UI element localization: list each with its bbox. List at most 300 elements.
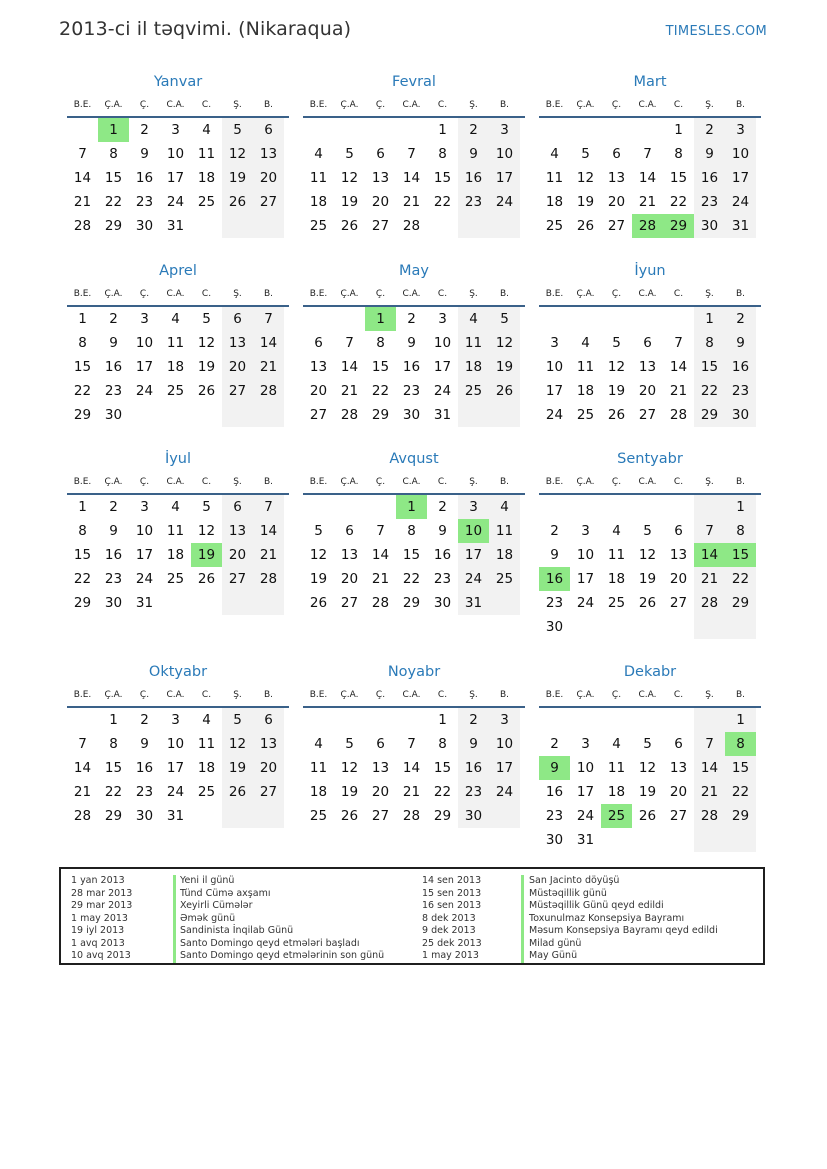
weekday-label: Ş. — [233, 100, 242, 110]
weekday-label: B.E. — [309, 477, 328, 487]
day-cell: 29 — [694, 403, 725, 427]
empty-day-cell — [601, 118, 632, 142]
day-cell: 7 — [345, 335, 354, 351]
weekday-label: C.A. — [166, 690, 185, 700]
weekday-header — [539, 684, 761, 708]
weekday-label: Ç. — [139, 100, 150, 110]
day-cell: 9 — [550, 547, 559, 563]
day-cell: 5 — [345, 736, 354, 752]
day-cell: 4 — [202, 712, 211, 728]
legend-date: 8 dek 2013 — [422, 912, 476, 924]
weekday-label: Ç.A. — [104, 690, 123, 700]
day-cell: 16 — [458, 756, 489, 780]
day-cell: 18 — [309, 194, 328, 210]
day-cell: 21 — [340, 383, 359, 399]
legend-holiday-name: San Jacinto döyüşü — [529, 875, 620, 886]
day-cell: 15 — [725, 756, 756, 780]
empty-day-cell — [632, 828, 663, 852]
day-cell: 16 — [725, 355, 756, 379]
legend-right-names — [529, 875, 718, 963]
day-cell: 17 — [725, 166, 756, 190]
day-cell: 25 — [489, 567, 520, 591]
month-block — [539, 660, 761, 852]
day-cell: 12 — [309, 547, 328, 563]
brand-logo[interactable]: TIMESLES.COM — [665, 24, 767, 39]
empty-day-cell — [222, 591, 253, 615]
day-cell: 5 — [314, 523, 323, 539]
empty-day-cell — [632, 118, 663, 142]
day-cell: 17 — [166, 170, 185, 186]
day-cell: 6 — [314, 335, 323, 351]
day-cell: 8 — [109, 146, 118, 162]
weekday-label: B.E. — [545, 477, 564, 487]
day-cell: 10 — [489, 732, 520, 756]
day-cell: 6 — [222, 495, 253, 519]
day-cell: 22 — [433, 784, 452, 800]
day-cell: 13 — [371, 760, 390, 776]
month-name: Yanvar — [153, 74, 203, 90]
day-cell: 8 — [438, 736, 447, 752]
legend-holiday-name: Yeni il günü — [180, 875, 235, 886]
weekday-label: Ç.A. — [576, 100, 595, 110]
day-cell: 3 — [550, 335, 559, 351]
empty-day-cell — [458, 214, 489, 238]
weekday-header — [303, 684, 525, 708]
empty-day-cell — [222, 403, 253, 427]
day-cell: 18 — [166, 547, 185, 563]
weekday-label: Ç. — [375, 289, 386, 299]
weekday-label: B. — [263, 289, 274, 299]
day-cell: 20 — [309, 383, 328, 399]
weekday-label: Ç. — [375, 690, 386, 700]
weekday-label: Ş. — [705, 100, 714, 110]
holiday-day-cell: 29 — [663, 214, 694, 238]
day-cell: 24 — [576, 595, 595, 611]
empty-day-cell — [539, 708, 570, 732]
day-cell: 21 — [402, 784, 421, 800]
weekday-label: Ş. — [705, 477, 714, 487]
day-cell: 23 — [135, 784, 154, 800]
day-cell: 19 — [340, 784, 359, 800]
legend-date: 1 yan 2013 — [71, 875, 125, 886]
day-cell: 17 — [489, 166, 520, 190]
day-cell: 3 — [581, 523, 590, 539]
weekday-label: B. — [499, 477, 510, 487]
empty-day-cell — [334, 307, 365, 331]
legend-date: 28 mar 2013 — [71, 887, 133, 899]
day-cell: 7 — [694, 519, 725, 543]
day-cell: 30 — [694, 214, 725, 238]
empty-day-cell — [458, 403, 489, 427]
weekday-label: Ç.A. — [340, 100, 359, 110]
day-cell: 20 — [669, 784, 688, 800]
legend-date: 16 sen 2013 — [422, 900, 482, 911]
month-name: May — [399, 263, 429, 279]
weekday-label: C.A. — [166, 289, 185, 299]
days-grid — [67, 307, 289, 427]
day-cell: 15 — [433, 170, 452, 186]
empty-day-cell — [601, 495, 632, 519]
holiday-day-cell: 16 — [539, 567, 570, 591]
day-cell: 30 — [458, 804, 489, 828]
day-cell: 22 — [669, 194, 688, 210]
day-cell: 10 — [433, 335, 452, 351]
day-cell: 20 — [638, 383, 657, 399]
day-cell: 17 — [576, 571, 595, 587]
day-cell: 11 — [545, 170, 564, 186]
month-name: Avqust — [389, 451, 439, 467]
day-cell: 26 — [638, 595, 657, 611]
holiday-day-cell: 1 — [396, 495, 427, 519]
weekday-label: B.E. — [545, 690, 564, 700]
weekday-label: Ç.A. — [340, 690, 359, 700]
day-cell: 15 — [104, 170, 123, 186]
day-cell: 29 — [104, 808, 123, 824]
day-cell: 17 — [545, 383, 564, 399]
day-cell: 26 — [222, 780, 253, 804]
weekday-header — [67, 283, 289, 307]
day-cell: 22 — [433, 194, 452, 210]
day-cell: 2 — [550, 523, 559, 539]
day-cell: 22 — [694, 379, 725, 403]
day-cell: 21 — [253, 355, 284, 379]
day-cell: 9 — [458, 142, 489, 166]
weekday-header — [303, 471, 525, 495]
weekday-header — [67, 94, 289, 118]
weekday-label: Ç. — [139, 690, 150, 700]
day-cell: 3 — [458, 495, 489, 519]
day-cell: 23 — [545, 595, 564, 611]
month-name: Noyabr — [387, 664, 441, 680]
empty-day-cell — [632, 708, 663, 732]
weekday-label: Ş. — [233, 477, 242, 487]
day-cell: 22 — [73, 571, 92, 587]
day-cell: 31 — [166, 218, 185, 234]
day-cell: 14 — [402, 760, 421, 776]
empty-day-cell — [489, 403, 520, 427]
day-cell: 26 — [340, 808, 359, 824]
weekday-label: Ç. — [611, 477, 622, 487]
day-cell: 26 — [607, 407, 626, 423]
day-cell: 6 — [612, 146, 621, 162]
day-cell: 18 — [197, 760, 216, 776]
day-cell: 10 — [166, 736, 185, 752]
day-cell: 10 — [135, 335, 154, 351]
day-cell: 1 — [694, 307, 725, 331]
day-cell: 6 — [376, 736, 385, 752]
day-cell: 20 — [222, 543, 253, 567]
day-cell: 11 — [309, 760, 328, 776]
weekday-header — [539, 283, 761, 307]
day-cell: 28 — [340, 407, 359, 423]
days-grid — [67, 118, 289, 238]
day-cell: 15 — [433, 760, 452, 776]
weekday-label: B. — [735, 100, 746, 110]
empty-day-cell — [663, 307, 694, 331]
day-cell: 12 — [222, 732, 253, 756]
day-cell: 5 — [612, 335, 621, 351]
weekday-label: C.A. — [638, 100, 657, 110]
day-cell: 21 — [694, 567, 725, 591]
day-cell: 27 — [309, 407, 328, 423]
day-cell: 27 — [607, 218, 626, 234]
day-cell: 26 — [489, 379, 520, 403]
day-cell: 27 — [371, 218, 390, 234]
day-cell: 27 — [253, 190, 284, 214]
empty-day-cell — [253, 403, 284, 427]
weekday-label: Ç. — [139, 477, 150, 487]
empty-day-cell — [663, 828, 694, 852]
day-cell: 23 — [694, 190, 725, 214]
day-cell: 10 — [725, 142, 756, 166]
weekday-label: Ç.A. — [340, 289, 359, 299]
weekday-label: C.A. — [638, 477, 657, 487]
legend-holiday-name: Toxunulmaz Konsepsiya Bayramı — [529, 912, 685, 924]
month-name: Sentyabr — [617, 451, 683, 467]
day-cell: 30 — [545, 619, 564, 635]
day-cell: 1 — [725, 495, 756, 519]
day-cell: 18 — [576, 383, 595, 399]
legend-right-dates — [422, 875, 482, 963]
day-cell: 24 — [489, 780, 520, 804]
legend-holiday-name: May Günü — [529, 950, 578, 961]
days-grid — [539, 708, 761, 852]
holiday-day-cell: 25 — [601, 804, 632, 828]
day-cell: 14 — [73, 170, 92, 186]
day-cell: 1 — [674, 122, 683, 138]
legend-holiday-name: Tünd Cümə axşamı — [180, 887, 271, 899]
day-cell: 13 — [222, 331, 253, 355]
day-cell: 27 — [669, 595, 688, 611]
day-cell: 12 — [638, 547, 657, 563]
day-cell: 10 — [545, 359, 564, 375]
weekday-label: B. — [499, 289, 510, 299]
weekday-label: Ş. — [469, 477, 478, 487]
month-block — [67, 660, 289, 828]
day-cell: 26 — [576, 218, 595, 234]
empty-day-cell — [253, 804, 284, 828]
day-cell: 6 — [643, 335, 652, 351]
empty-day-cell — [334, 708, 365, 732]
day-cell: 26 — [197, 571, 216, 587]
day-cell: 31 — [725, 214, 756, 238]
legend-date: 19 iyl 2013 — [71, 925, 125, 936]
empty-day-cell — [539, 495, 570, 519]
day-cell: 18 — [309, 784, 328, 800]
weekday-label: Ç. — [611, 100, 622, 110]
day-cell: 30 — [433, 595, 452, 611]
weekday-label: C.A. — [166, 100, 185, 110]
day-cell: 30 — [104, 407, 123, 423]
day-cell: 19 — [576, 194, 595, 210]
day-cell: 19 — [197, 359, 216, 375]
empty-day-cell — [67, 708, 98, 732]
holiday-day-cell: 1 — [98, 118, 129, 142]
day-cell: 3 — [725, 118, 756, 142]
empty-day-cell — [191, 591, 222, 615]
legend-holiday-name: Müstəqillik günü — [529, 887, 607, 899]
day-cell: 13 — [638, 359, 657, 375]
legend-left-marker — [173, 875, 176, 963]
day-cell: 18 — [458, 355, 489, 379]
day-cell: 12 — [607, 359, 626, 375]
day-cell: 19 — [638, 571, 657, 587]
day-cell: 28 — [253, 379, 284, 403]
day-cell: 5 — [222, 708, 253, 732]
day-cell: 19 — [638, 784, 657, 800]
weekday-label: B. — [499, 100, 510, 110]
day-cell: 15 — [371, 359, 390, 375]
day-cell: 30 — [725, 403, 756, 427]
holiday-day-cell: 28 — [632, 214, 663, 238]
day-cell: 24 — [433, 383, 452, 399]
day-cell: 30 — [104, 595, 123, 611]
holiday-legend — [59, 867, 765, 965]
day-cell: 24 — [135, 383, 154, 399]
weekday-label: C.A. — [402, 690, 421, 700]
day-cell: 20 — [371, 194, 390, 210]
day-cell: 29 — [725, 591, 756, 615]
day-cell: 25 — [197, 784, 216, 800]
day-cell: 16 — [104, 359, 123, 375]
day-cell: 25 — [545, 218, 564, 234]
weekday-header — [539, 94, 761, 118]
weekday-label: C. — [673, 289, 684, 299]
day-cell: 23 — [433, 571, 452, 587]
day-cell: 11 — [607, 760, 626, 776]
day-cell: 14 — [669, 359, 688, 375]
empty-day-cell — [694, 708, 725, 732]
holiday-day-cell: 9 — [539, 756, 570, 780]
day-cell: 21 — [73, 194, 92, 210]
empty-day-cell — [303, 708, 334, 732]
day-cell: 9 — [458, 732, 489, 756]
empty-day-cell — [663, 615, 694, 639]
empty-day-cell — [160, 403, 191, 427]
empty-day-cell — [663, 495, 694, 519]
day-cell: 7 — [407, 736, 416, 752]
day-cell: 22 — [104, 784, 123, 800]
empty-day-cell — [694, 495, 725, 519]
weekday-header — [303, 283, 525, 307]
day-cell: 20 — [669, 571, 688, 587]
day-cell: 16 — [135, 170, 154, 186]
weekday-label: B. — [263, 100, 274, 110]
weekday-header — [303, 94, 525, 118]
empty-day-cell — [334, 118, 365, 142]
day-cell: 6 — [345, 523, 354, 539]
day-cell: 20 — [340, 571, 359, 587]
day-cell: 23 — [458, 780, 489, 804]
day-cell: 17 — [135, 359, 154, 375]
day-cell: 30 — [402, 407, 421, 423]
month-block — [67, 447, 289, 615]
day-cell: 18 — [607, 571, 626, 587]
day-cell: 31 — [135, 595, 154, 611]
day-cell: 28 — [371, 595, 390, 611]
day-cell: 28 — [669, 407, 688, 423]
day-cell: 10 — [135, 523, 154, 539]
day-cell: 26 — [197, 383, 216, 399]
day-cell: 4 — [612, 736, 621, 752]
weekday-label: B.E. — [309, 690, 328, 700]
weekday-label: C.A. — [402, 100, 421, 110]
legend-date: 10 avq 2013 — [71, 950, 131, 961]
day-cell: 11 — [197, 146, 216, 162]
month-block — [67, 70, 289, 238]
legend-left-dates — [71, 875, 132, 963]
legend-date: 1 may 2013 — [71, 912, 128, 924]
days-grid — [303, 495, 525, 615]
day-cell: 11 — [197, 736, 216, 752]
day-cell: 21 — [371, 571, 390, 587]
legend-holiday-name: Milad günü — [529, 937, 582, 949]
weekday-label: Ç.A. — [104, 289, 123, 299]
legend-holiday-name: Müstəqillik Günü qeyd edildi — [529, 900, 664, 911]
day-cell: 13 — [340, 547, 359, 563]
day-cell: 5 — [489, 307, 520, 331]
day-cell: 30 — [545, 832, 564, 848]
day-cell: 2 — [109, 499, 118, 515]
day-cell: 8 — [674, 146, 683, 162]
day-cell: 2 — [458, 708, 489, 732]
day-cell: 19 — [489, 355, 520, 379]
empty-day-cell — [303, 495, 334, 519]
day-cell: 21 — [73, 784, 92, 800]
day-cell: 14 — [694, 756, 725, 780]
weekday-label: C. — [673, 100, 684, 110]
day-cell: 7 — [643, 146, 652, 162]
empty-day-cell — [222, 804, 253, 828]
month-block — [539, 70, 761, 238]
day-cell: 22 — [725, 567, 756, 591]
weekday-label: C. — [437, 477, 448, 487]
weekday-header — [539, 471, 761, 495]
holiday-day-cell: 14 — [694, 543, 725, 567]
weekday-label: B.E. — [309, 289, 328, 299]
days-grid — [539, 495, 761, 639]
month-block — [539, 447, 761, 639]
day-cell: 8 — [376, 335, 385, 351]
day-cell: 1 — [109, 712, 118, 728]
day-cell: 15 — [694, 355, 725, 379]
day-cell: 13 — [309, 359, 328, 375]
day-cell: 22 — [104, 194, 123, 210]
day-cell: 24 — [545, 407, 564, 423]
day-cell: 22 — [725, 780, 756, 804]
day-cell: 25 — [166, 571, 185, 587]
day-cell: 25 — [458, 379, 489, 403]
day-cell: 1 — [725, 708, 756, 732]
day-cell: 10 — [576, 760, 595, 776]
day-cell: 21 — [669, 383, 688, 399]
day-cell: 5 — [202, 311, 211, 327]
weekday-label: C. — [437, 100, 448, 110]
weekday-label: C. — [437, 690, 448, 700]
weekday-header — [67, 471, 289, 495]
day-cell: 13 — [669, 547, 688, 563]
empty-day-cell — [539, 307, 570, 331]
day-cell: 30 — [135, 808, 154, 824]
day-cell: 14 — [402, 170, 421, 186]
day-cell: 15 — [104, 760, 123, 776]
day-cell: 24 — [135, 571, 154, 587]
empty-day-cell — [725, 615, 756, 639]
empty-day-cell — [129, 403, 160, 427]
day-cell: 18 — [607, 784, 626, 800]
empty-day-cell — [334, 495, 365, 519]
weekday-header — [67, 684, 289, 708]
